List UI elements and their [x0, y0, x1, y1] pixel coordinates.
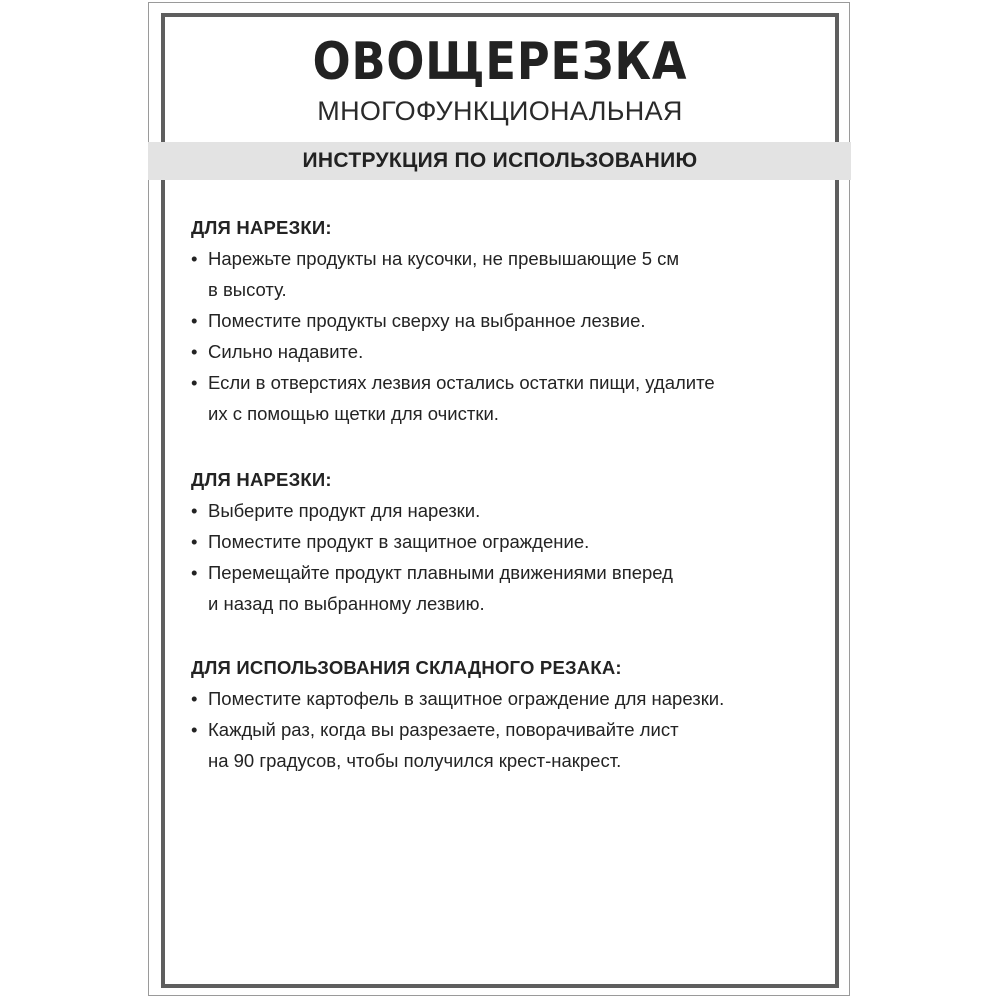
item-line: Поместите продукты сверху на выбранное лезвие.: [208, 310, 646, 331]
item-line: их с помощью щетки для очистки.: [208, 403, 499, 424]
list-item: [191, 683, 831, 714]
section-slicing-2: [191, 464, 831, 619]
bullet-icon: •: [191, 310, 198, 331]
instructions-heading: ИНСТРУКЦИЯ ПО ИСПОЛЬЗОВАНИЮ: [302, 149, 698, 172]
item-line: Нарежьте продукты на кусочки, не превышающие 5 см: [208, 248, 680, 269]
item-line: на 90 градусов, чтобы получился крест-накрест.: [208, 750, 622, 771]
item-line: Сильно надавите.: [208, 341, 364, 362]
list-item: [191, 367, 831, 429]
bullet-icon: •: [191, 562, 198, 583]
section-heading: ДЛЯ НАРЕЗКИ:: [191, 469, 332, 490]
item-line: Каждый раз, когда вы разрезаете, поворачивайте лист: [208, 719, 679, 740]
bullet-icon: •: [191, 719, 198, 740]
list-item: [191, 495, 831, 526]
bullet-icon: •: [191, 688, 198, 709]
list-item: [191, 305, 831, 336]
bullet-icon: •: [191, 500, 198, 521]
item-line: Поместите картофель в защитное ограждение для нарезки.: [208, 688, 725, 709]
list-item: [191, 243, 831, 305]
product-title: ОВОЩЕРЕЗКА: [312, 32, 688, 92]
section-heading: ДЛЯ ИСПОЛЬЗОВАНИЯ СКЛАДНОГО РЕЗАКА:: [191, 657, 622, 678]
item-line: Перемещайте продукт плавными движениями вперед: [208, 562, 673, 583]
list-item: [191, 714, 831, 776]
section-slicing-1: [191, 212, 831, 429]
bullet-icon: •: [191, 248, 198, 269]
item-line: Поместите продукт в защитное ограждение.: [208, 531, 590, 552]
bullet-icon: •: [191, 341, 198, 362]
item-line: Если в отверстиях лезвия остались остатки пищи, удалите: [208, 372, 715, 393]
item-line: Выберите продукт для нарезки.: [208, 500, 481, 521]
bullet-icon: •: [191, 531, 198, 552]
item-line: и назад по выбранному лезвию.: [208, 593, 485, 614]
list-item: [191, 557, 831, 619]
list-item: [191, 336, 831, 367]
list-item: [191, 526, 831, 557]
section-folding-cutter: [191, 652, 831, 776]
section-heading: ДЛЯ НАРЕЗКИ:: [191, 217, 332, 238]
bullet-icon: •: [191, 372, 198, 393]
product-subtitle: МНОГОФУНКЦИОНАЛЬНАЯ: [317, 96, 683, 126]
item-line: в высоту.: [208, 279, 287, 300]
